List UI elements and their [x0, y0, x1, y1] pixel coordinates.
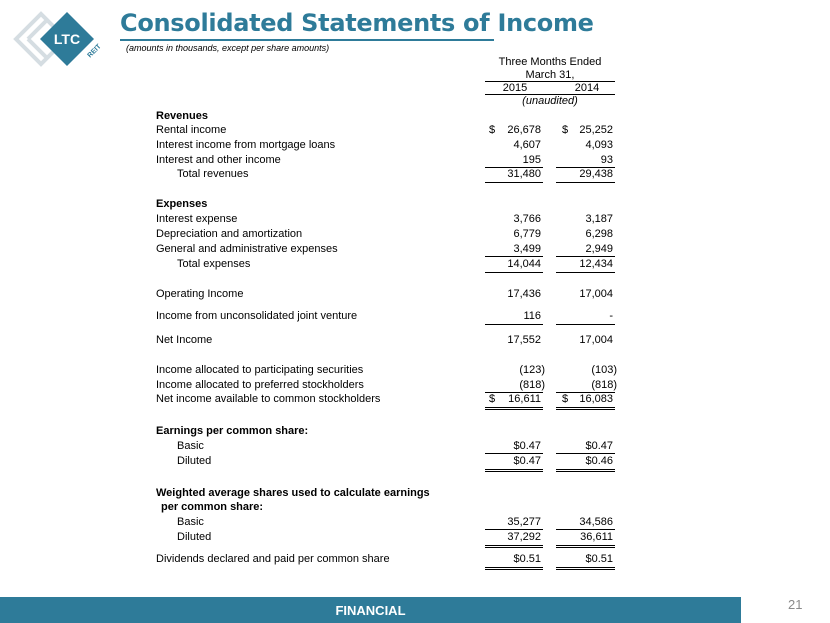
section-eps	[0, 425, 830, 440]
row-eps-diluted	[0, 455, 830, 470]
total-rule	[485, 182, 543, 183]
page-number: 21	[788, 597, 803, 612]
value-2015: 14,044	[507, 258, 541, 270]
section-expenses	[0, 198, 830, 213]
row-label: Earnings per common share:	[156, 425, 309, 437]
value-2014: 6,298	[585, 228, 613, 240]
value-2015: 31,480	[507, 168, 541, 180]
value-2014: $0.51	[585, 553, 613, 565]
value-2015: 6,779	[513, 228, 541, 240]
row-label: Interest expense	[156, 213, 238, 225]
row-interest-other-income	[0, 154, 830, 169]
value-2015: 4,607	[513, 139, 541, 151]
row-net-income	[0, 334, 830, 349]
title-underline	[120, 39, 494, 41]
row-shares-diluted	[0, 531, 830, 546]
row-participating-securities	[0, 364, 830, 379]
row-label: Interest income from mortgage loans	[156, 139, 336, 151]
year-2014: 2014	[574, 82, 600, 94]
double-rule	[556, 471, 615, 472]
row-dividends	[0, 553, 830, 568]
row-label: Basic	[177, 516, 204, 528]
value-2015: $0.47	[513, 455, 541, 467]
row-label: per common share:	[161, 501, 264, 513]
row-label: Total expenses	[177, 258, 251, 270]
value-2014: 17,004	[579, 288, 613, 300]
value-2015: $0.47	[513, 440, 541, 452]
double-rule	[556, 407, 615, 408]
double-rule	[485, 469, 543, 470]
row-label: Net income available to common stockholders	[156, 393, 381, 405]
subtotal-rule	[485, 529, 543, 530]
logo-text: LTC	[53, 31, 81, 47]
row-label: Diluted	[177, 455, 212, 467]
value-2015: 116	[523, 310, 541, 322]
row-depreciation	[0, 228, 830, 243]
value-2014: 3,187	[585, 213, 613, 225]
row-label: Expenses	[156, 198, 208, 210]
value-2014: 29,438	[579, 168, 613, 180]
dollar-sign: $	[489, 124, 496, 136]
double-rule	[556, 547, 615, 548]
section-revenues	[0, 110, 830, 125]
value-2014: (103)	[591, 364, 617, 376]
row-label: Income from unconsolidated joint venture	[156, 310, 358, 322]
subtotal-rule	[556, 453, 615, 454]
section-weighted-shares	[0, 487, 830, 502]
double-rule	[485, 407, 543, 408]
subtotal-rule	[485, 256, 543, 257]
row-label: Net Income	[156, 334, 213, 346]
row-label: Revenues	[156, 110, 208, 122]
row-rental-income	[0, 124, 830, 139]
row-label: General and administrative expenses	[156, 243, 338, 255]
value-2014: 17,004	[579, 334, 613, 346]
row-eps-basic	[0, 440, 830, 455]
row-net-income-common	[0, 393, 830, 408]
row-total-revenues	[0, 168, 830, 183]
double-rule	[485, 545, 543, 546]
row-total-expenses	[0, 258, 830, 273]
value-2015: 3,766	[513, 213, 541, 225]
double-rule	[556, 469, 615, 470]
subtotal-rule	[485, 453, 543, 454]
row-label: Depreciation and amortization	[156, 228, 303, 240]
subtotal-rule	[556, 529, 615, 530]
row-shares-basic	[0, 516, 830, 531]
double-rule	[485, 409, 543, 410]
value-2015: (818)	[519, 379, 545, 391]
value-2014: 12,434	[579, 258, 613, 270]
double-rule	[485, 471, 543, 472]
row-label: Operating Income	[156, 288, 244, 300]
value-2014: -	[609, 310, 613, 322]
double-rule	[556, 567, 615, 568]
double-rule	[556, 569, 615, 570]
page-title: Consolidated Statements of Income	[120, 9, 594, 37]
footer-bar	[0, 597, 741, 623]
double-rule	[485, 567, 543, 568]
value-2014: $0.47	[585, 440, 613, 452]
row-label: Interest and other income	[156, 154, 281, 166]
period-header-line1: Three Months Ended	[498, 56, 602, 68]
logo-badge: REIT	[86, 43, 103, 60]
page-subtitle: (amounts in thousands, except per share amounts)	[126, 43, 330, 53]
row-label: Rental income	[156, 124, 227, 136]
row-label: Weighted average shares used to calculate earnings	[156, 487, 430, 499]
value-2015: 26,678	[507, 124, 541, 136]
unaudited-label: (unaudited)	[522, 95, 578, 107]
footer-section-label: FINANCIAL	[335, 603, 406, 618]
double-rule	[485, 547, 543, 548]
value-2015: 35,277	[507, 516, 541, 528]
value-2015: (123)	[519, 364, 545, 376]
row-label: Diluted	[177, 531, 212, 543]
double-rule	[556, 409, 615, 410]
value-2014: $0.46	[585, 455, 613, 467]
value-2015: 16,611	[508, 393, 541, 405]
value-2015: 37,292	[507, 531, 541, 543]
row-label: Basic	[177, 440, 204, 452]
value-2014: 4,093	[585, 139, 613, 151]
value-2014: 34,586	[579, 516, 613, 528]
row-general-admin	[0, 243, 830, 258]
row-operating-income	[0, 288, 830, 303]
row-joint-venture	[0, 310, 830, 325]
value-2014: 2,949	[585, 243, 613, 255]
total-rule	[556, 182, 615, 183]
subtotal-rule	[556, 324, 615, 325]
year-2015: 2015	[502, 82, 528, 94]
total-rule	[485, 272, 543, 273]
row-label: Income allocated to participating securities	[156, 364, 364, 376]
value-2014: (818)	[591, 379, 617, 391]
subtotal-rule	[485, 324, 543, 325]
double-rule	[556, 545, 615, 546]
ltc-reit-logo	[10, 8, 110, 70]
dollar-sign: $	[562, 124, 569, 136]
value-2014: 93	[600, 154, 613, 166]
value-2015: 3,499	[513, 243, 541, 255]
value-2015: 17,436	[507, 288, 541, 300]
value-2014: 25,252	[579, 124, 613, 136]
double-rule	[485, 569, 543, 570]
dollar-sign: $	[562, 393, 569, 405]
value-2015: 195	[522, 154, 541, 166]
row-interest-expense	[0, 213, 830, 228]
value-2014: 16,083	[579, 393, 613, 405]
total-rule	[556, 272, 615, 273]
section-weighted-shares-cont	[0, 501, 830, 516]
row-label: Total revenues	[177, 168, 249, 180]
value-2014: 36,611	[580, 531, 613, 543]
period-header-line2: March 31,	[525, 69, 575, 81]
value-2015: 17,552	[507, 334, 541, 346]
row-preferred-stockholders	[0, 379, 830, 394]
row-label: Dividends declared and paid per common share	[156, 553, 390, 565]
value-2015: $0.51	[513, 553, 541, 565]
row-label: Income allocated to preferred stockholders	[156, 379, 364, 391]
dollar-sign: $	[489, 393, 496, 405]
subtotal-rule	[556, 256, 615, 257]
row-interest-income-mortgage	[0, 139, 830, 154]
